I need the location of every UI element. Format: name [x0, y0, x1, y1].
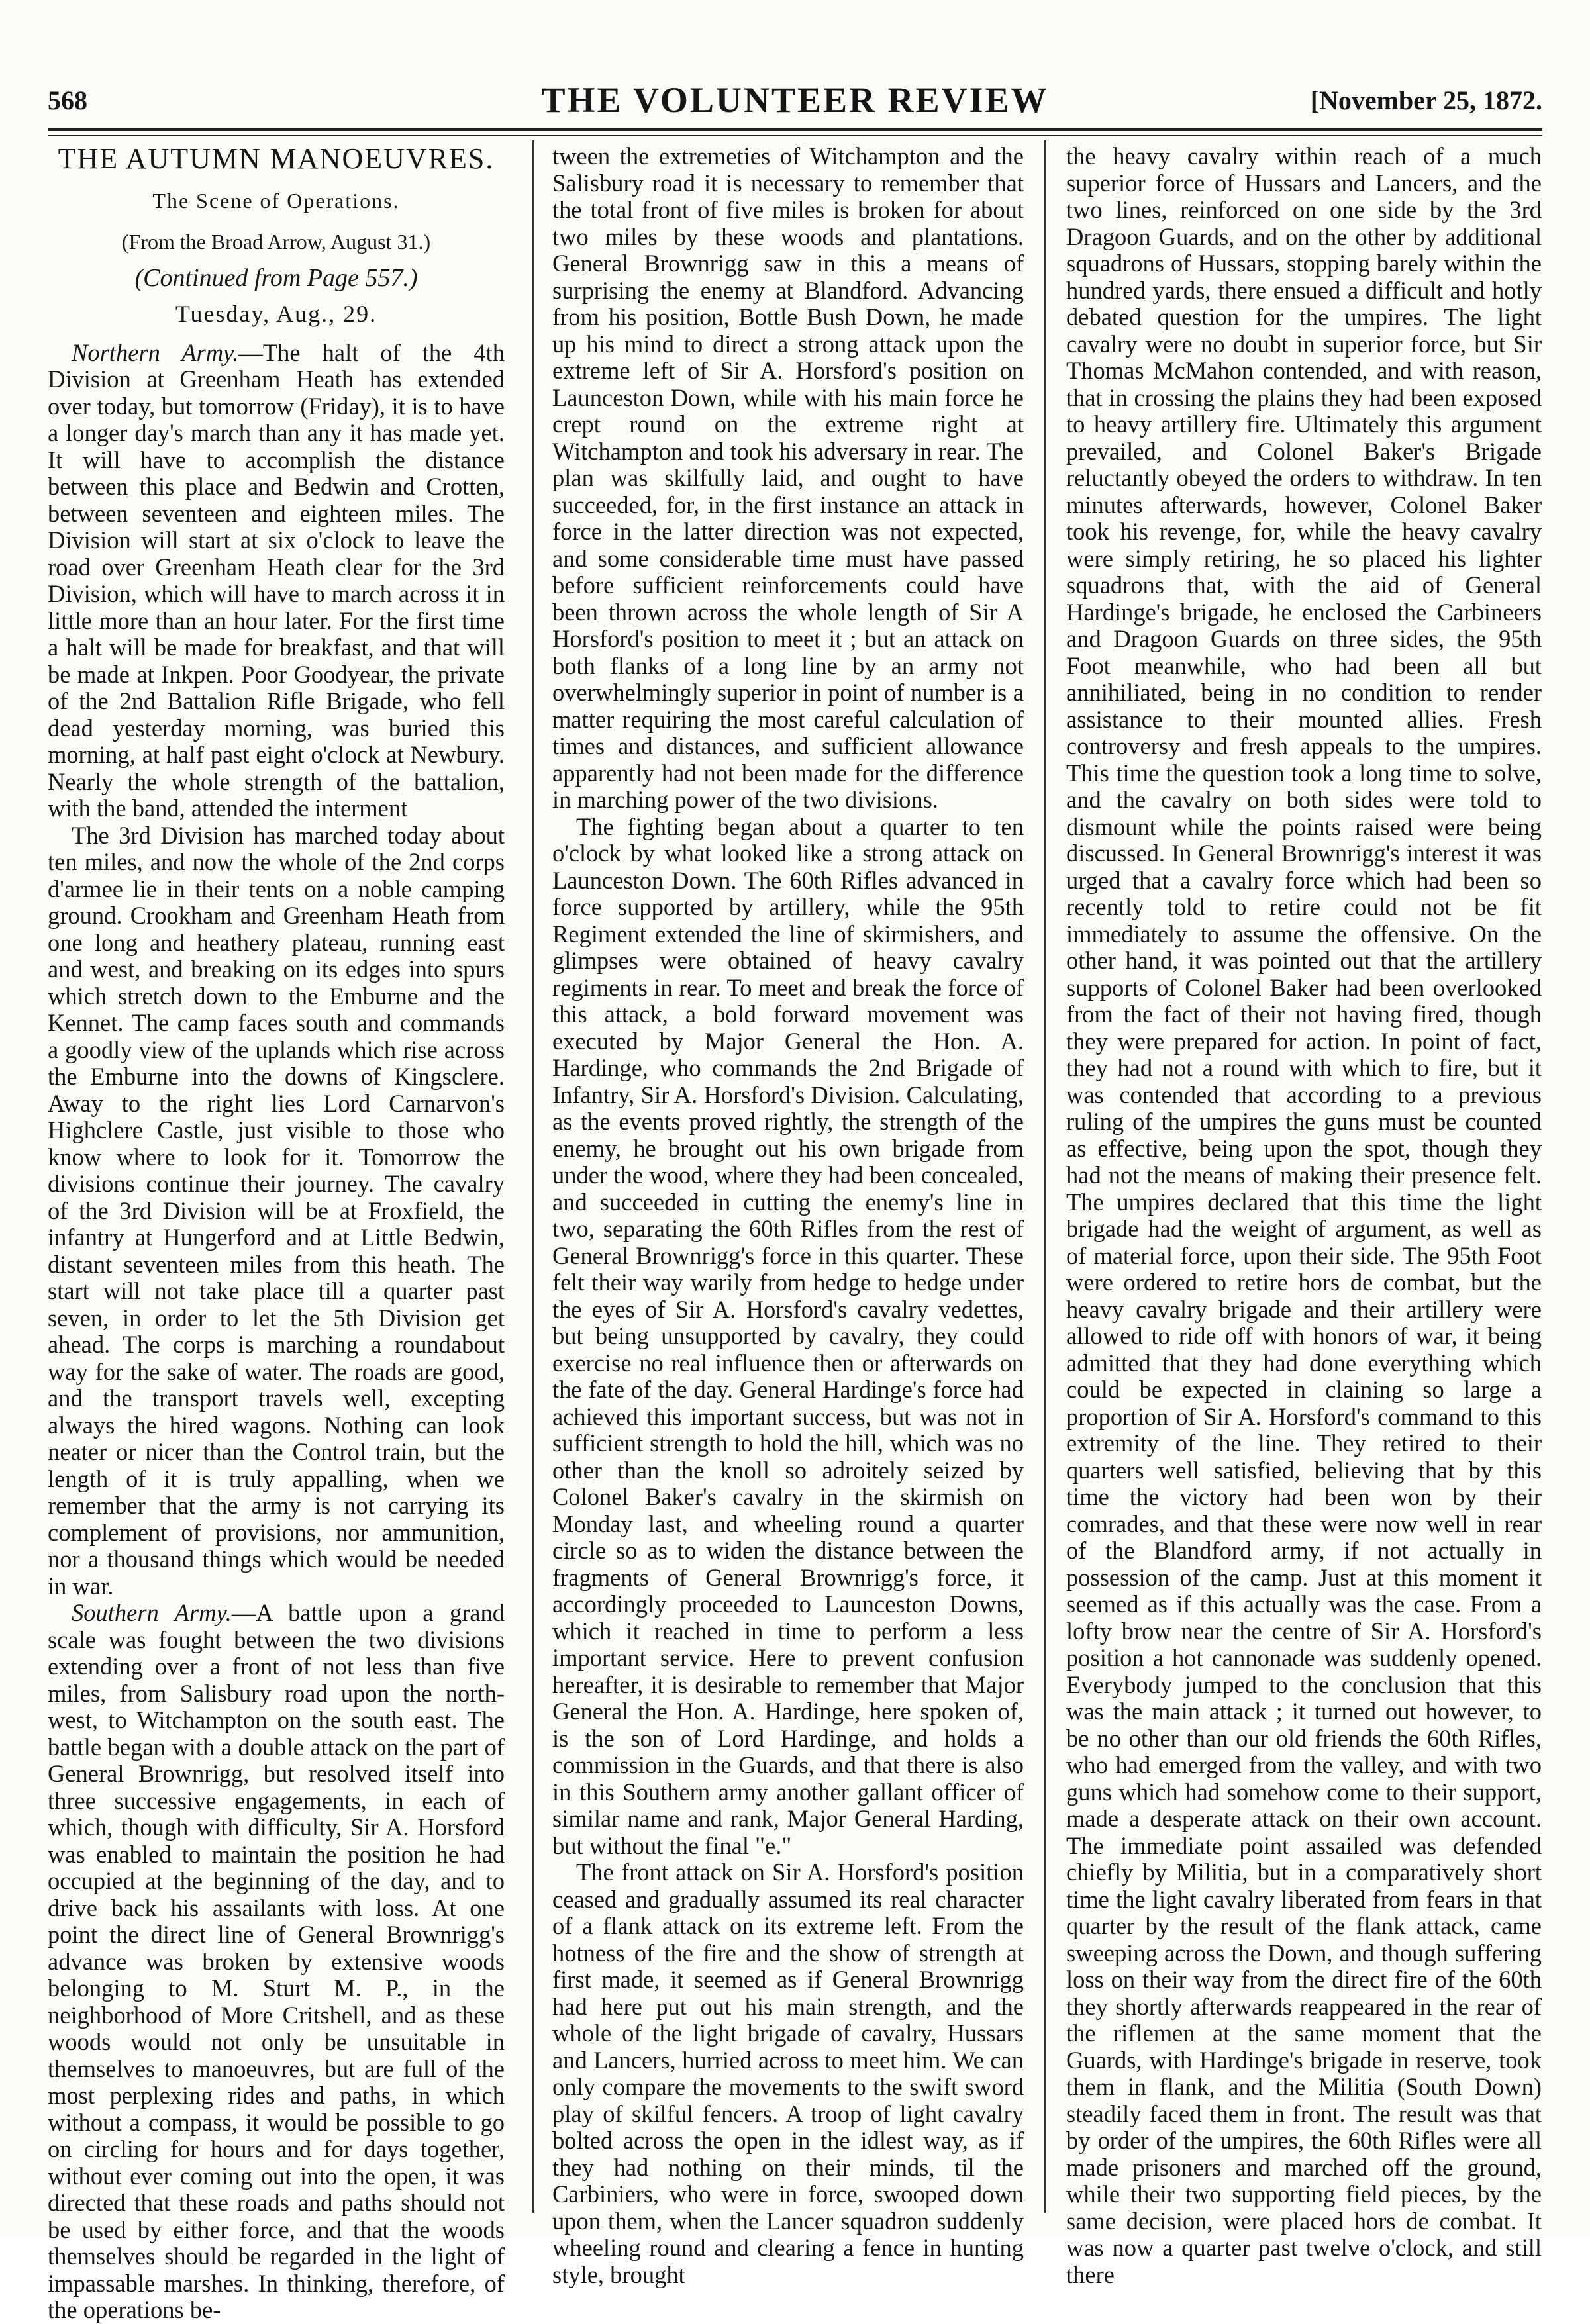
column-1 — [48, 142, 505, 2323]
column-divider — [1044, 140, 1046, 2213]
paragraph-text: the heavy cavalry within reach of a much superior force of Hussars and Lancers, and the two lines, reinforced on one side by the 3rd Dragoon Guards, and on the other by additional squadrons of Hussars, stopping barely within the hundred yards, there ensued a difficult and hotly debated question for the umpires. The light cavalry were no doubt in superior force, but Sir Thomas McMahon contended, and with reason, that in crossing the plains they had been exposed to heavy artillery fire. Ultimately this argument prevailed, and Colonel Baker's Brigade reluctantly obeyed the orders to withdraw. In ten minutes afterwards, however, Colonel Baker took his revenge, for, while the heavy cavalry were simply retiring, he so placed his lighter squadrons that, with the aid of General Hardinge's brigade, he enclosed the Carbineers and Dragoon Guards on three sides, the 95th Foot meanwhile, who had been all but annihiliated, being in no condition to render assistance to their mounted allies. Fresh controversy and fresh appeals to the umpires. This time the question took a long time to solve, and the cavalry on both sides were told to dismount while the points raised were being discussed. In General Brownrigg's interest it was urged that a cavalry force which had been so recently told to retire could not be fit immediately to assume the offensive. On the other hand, it was pointed out that the artillery supports of Colonel Baker had been overlooked from the fact of their not having fired, though they were prepared for action. In point of fact, they had not a round with which to fire, but it was contended that according to a previous ruling of the umpires the guns must be counted as effective, being upon the spot, though they had not the means of making their presence felt. The umpires declared that this time the light brigade had the weight of argument, as well as of material force, upon their side. The 95th Foot were ordered to retire hors de combat, but the heavy cavalry brigade and their artillery were allowed to ride off with honors of war, it being admitted that they had done everything which could be expected in claining so large a proportion of Sir A. Horsford's command to this extremity of the line. They retired to their quarters well satisfied, believing that by this time the victory had been won by their comrades, and that these were now well in rear of the Blandford army, if not actually in possession of the camp. Just at this moment it seemed as if this actually was the case. From a lofty brow near the centre of Sir A. Horsford's position a hot cannonade was suddenly opened. Everybody jumped to the conclusion that this was the main attack ; it turned out however, to be no other than our old friends the 60th Rifles, who had emerged from the valley, and with two guns which had somehow come to their support, made a desperate attack on their own account. The immediate point assailed was defended chiefly by Militia, but in a comparatively short time the light cavalry liberated from fears in that quarter by the result of the flank attack, came sweeping across the Down, and though suffering loss on their way from the direct fire of the 60th they shortly afterwards reappeared in the rear of the riflemen at the same moment that the Guards, with Hardinge's brigade in reserve, took them in flank, and the Militia (South Down) steadily faced them in front. The result was that by order of the umpires, the 60th Rifles were all made prisoners and marched off the ground, while their two supporting field pieces, by the same decision, were placed hors de combat. It was now a quarter past twelve o'clock, and still there — [1066, 142, 1542, 2288]
column-3 — [1066, 142, 1542, 2288]
paragraph-text: The fighting began about a quarter to ten o'clock by what looked like a strong attack on Launceston Down. The 60th Rifles advanced in force supported by artillery, while the 95th Regiment extended the line of skirmishers, and glimpses were obtained of heavy cavalry regiments in rear. To meet and break the force of this attack, a bold forward movement was executed by Major General the Hon. A. Hardinge, who commands the 2nd Brigade of Infantry, Sir A. Horsford's Division. Calculating, as the events proved rightly, the strength of the enemy, he brought out his own brigade from under the wood, where they had been concealed, and succeeded in cutting the enemy's line in two, separating the 60th Rifles from the rest of General Brownrigg's force in this quarter. These felt their way warily from hedge to hedge under the eyes of Sir A. Horsford's cavalry vedettes, but being unsupported by cavalry, they could exercise no real influence then or afterwards on the fate of the day. General Hardinge's force had achieved this important success, but was not in sufficient strength to hold the hill, which was no other than the knoll so adroitely seized by Colonel Baker's cavalry in the skirmish on Monday last, and wheeling round a quarter circle so as to widen the distance between the fragments of General Brownrigg's force, it accordingly proceeded to Launceston Downs, which it reached in time to perform a less important service. Here to prevent confusion hereafter, it is desirable to remember that Major General the Hon. A. Hardinge, here spoken of, is the son of Lord Hardinge, and holds a commission in the Guards, and that there is also in this Southern army another gallant officer of similar name and rank, Major General Harding, but without the final "e." — [552, 812, 1024, 1859]
header-rule — [48, 128, 1542, 131]
column-2-body — [552, 143, 1024, 2288]
masthead — [0, 79, 1590, 127]
column-2 — [552, 142, 1024, 2288]
publication-title: THE VOLUNTEER REVIEW — [541, 80, 1049, 120]
paragraph — [552, 814, 1024, 1860]
paragraph-text: tween the extremeties of Witchampton and the Salisbury road it is necessary to remember that the total front of five miles is broken for about two miles by these woods and plantations. General Brownrigg saw in this a means of surprising the enemy at Blandford. Advancing from his position, Bottle Bush Down, he made up his mind to direct a strong attack upon the extreme left of Sir A. Horsford's position on Launceston Down, while with his main force he crept round on the extreme right at Witchampton and took his adversary in rear. The plan was skilfully laid, and ought to have succeeded, for, in the first instance an attack in force in the latter direction was not expected, and some considerable time must have passed before sufficient reinforcements could have been thrown across the whole length of Sir A Horsford's position to meet it ; but an attack on both flanks of a long line by an army not overwhelmingly superior in point of number is a matter requiring the most careful calculation of times and distances, and sufficient allowance apparently had not been made for the difference in marching power of the two divisions. — [552, 142, 1024, 813]
column-divider — [532, 140, 534, 2213]
paragraph — [48, 822, 505, 1600]
column-1-body — [48, 340, 505, 2324]
header-rule-thin — [48, 135, 1542, 136]
paragraph — [1066, 143, 1542, 2288]
continued-note: (Continued from Page 557.) — [134, 264, 418, 292]
paragraph-text: —A battle upon a grand scale was fought between the two divisions extending over a front of not less than five miles, from Salisbury road upon the north-west, to Witchampton on the south east. The battle began with a double attack on the part of General Brownrigg, but resolved itself into three successive engagements, in each of which, though with difficulty, Sir A. Horsford was enabled to maintain the position he had occupied at the beginning of the day, and to drive back his assailants with loss. At one point the direct line of General Brownrigg's advance was broken by extensive woods belonging to M. Sturt M. P., in the neighborhood of More Critshell, and as these woods would not only be unsuitable in themselves to manoeuvres, but are full of the most perplexing rides and paths, in which without a compass, it would be possible to go on circling for hours and for days together, without ever coming out into the open, it was directed that these roads and paths should not be used by either force, and that the woods themselves should be regarded in the light of impassable marshes. In thinking, therefore, of the operations be- — [48, 1599, 505, 2323]
article-title: THE AUTUMN MANOEUVRES. — [58, 142, 495, 175]
paragraph-lead: Southern Army. — [72, 1599, 232, 1626]
column-3-body — [1066, 143, 1542, 2288]
paragraph-lead: Northern Army. — [72, 338, 239, 366]
paragraph-text: The front attack on Sir A. Horsford's position ceased and gradually assumed its real character of a flank attack on its extreme left. From the hotness of the fire and the show of strength at first made, it seemed as if General Brownrigg had here put out his main strength, and the whole of the light brigade of cavalry, Hussars and Lancers, hurried across to meet him. We can only compare the movements to the swift sword play of skilful fencers. A troop of light cavalry bolted across the open in the idlest way, as if they had nothing on their minds, til the Carbiniers, who were in force, swooped down upon them, when the Lancer squadron suddenly wheeling round and clearing a fence in hunting style, brought — [552, 1859, 1024, 2288]
dateline: Tuesday, Aug., 29. — [175, 301, 377, 327]
paragraph — [552, 1859, 1024, 2288]
article-subtitle: The Scene of Operations. — [152, 188, 400, 213]
paragraph-text: The 3rd Division has marched today about ten miles, and now the whole of the 2nd corps d'armee lie in their tents on a noble camping ground. Crookham and Greenham Heath from one long and heathery plateau, running east and west, and breaking on its edges into spurs which stretch down to the Emburne and the Kennet. The camp faces south and commands a goodly view of the uplands which rise across the Emburne into the downs of Kingsclere. Away to the right lies Lord Carnarvon's Highclere Castle, just visible to those who know where to look for it. Tomorrow the divisions continue their journey. The cavalry of the 3rd Division will be at Froxfield, the infantry at Hungerford and at Little Bedwin, distant seventeen miles from this heath. The start will not take place till a quarter past seven, in order to let the 5th Division get ahead. The corps is marching a roundabout way for the sake of water. The roads are good, and the transport travels well, excepting always the hired wagons. Nothing can look neater or nicer than the Control train, but the length of it is truly appalling, when we remember that the army is not carrying its complement of provisions, nor ammunition, nor a thousand things which would be needed in war. — [48, 821, 505, 1600]
paragraph — [48, 1600, 505, 2324]
article-source: (From the Broad Arrow, August 31.) — [121, 230, 431, 254]
paragraph-text: —The halt of the 4th Division at Greenham Heath has extended over today, but tomorrow (Friday), it is to have a longer day's march than any it has made yet. It will have to accomplish the distance between this place and Bedwin and Crotten, between seventeen and eighteen miles. The Division will start at six o'clock to leave the road over Greenham Heath clear for the 3rd Division, which will have to march across it in little more than an hour later. For the first time a halt will be made for breakfast, and that will be made at Inkpen. Poor Goodyear, the private of the 2nd Battalion Rifle Brigade, who fell dead yesterday morning, was buried this morning, at half past eight o'clock at Newbury. Nearly the whole strength of the battalion, with the band, attended the interment — [48, 338, 505, 822]
paragraph — [48, 340, 505, 822]
paragraph — [552, 143, 1024, 814]
page-number: 568 — [48, 85, 87, 115]
issue-date: [November 25, 1872. — [1310, 85, 1542, 115]
